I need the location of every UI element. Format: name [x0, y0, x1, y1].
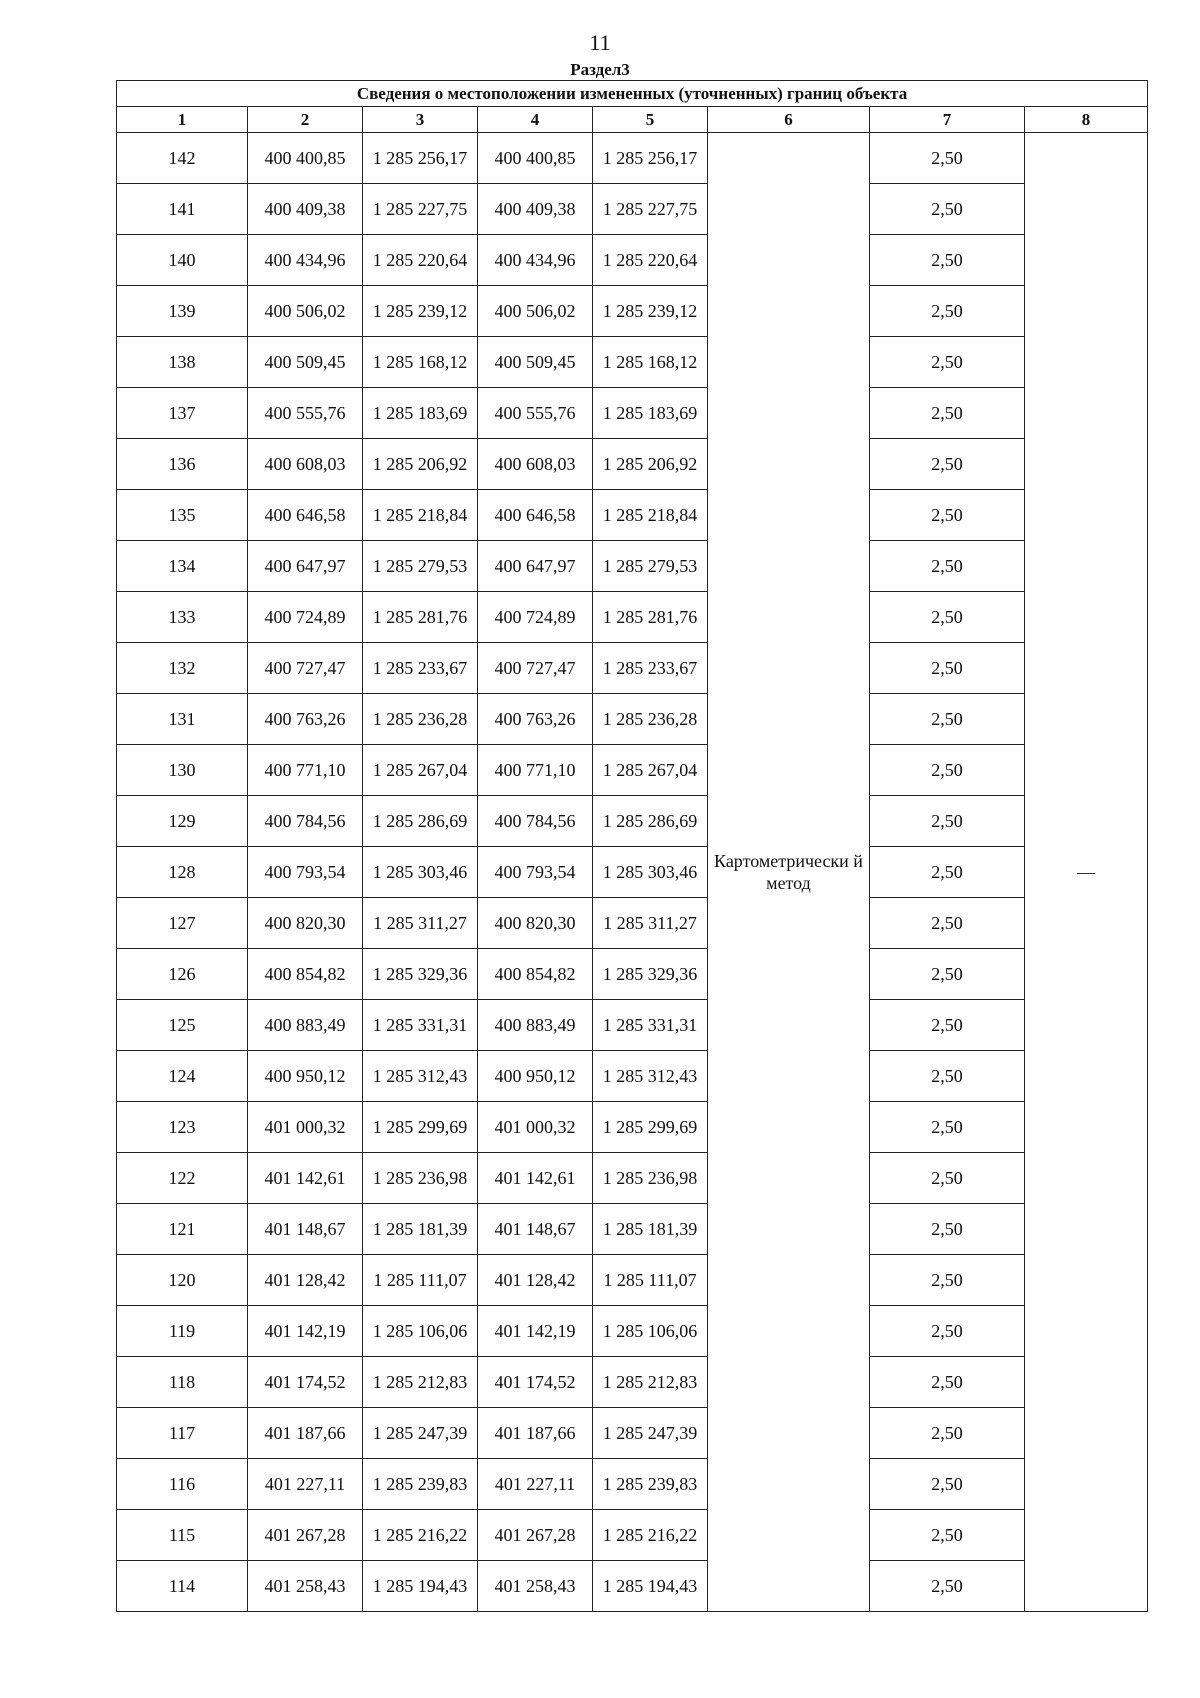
point-number-cell: 115	[117, 1510, 248, 1561]
point-number-cell: 122	[117, 1153, 248, 1204]
point-number-cell: 141	[117, 184, 248, 235]
x-existing-cell: 400 506,02	[248, 286, 363, 337]
x-updated-cell: 400 883,49	[478, 1000, 593, 1051]
accuracy-cell: 2,50	[870, 1408, 1025, 1459]
x-updated-cell: 401 267,28	[478, 1510, 593, 1561]
accuracy-cell: 2,50	[870, 592, 1025, 643]
y-updated-cell: 1 285 220,64	[593, 235, 708, 286]
accuracy-cell: 2,50	[870, 184, 1025, 235]
x-updated-cell: 401 000,32	[478, 1102, 593, 1153]
x-existing-cell: 401 148,67	[248, 1204, 363, 1255]
table-row	[117, 1153, 1148, 1204]
y-updated-cell: 1 285 236,28	[593, 694, 708, 745]
table-body	[117, 133, 1148, 1612]
y-existing-cell: 1 285 299,69	[363, 1102, 478, 1153]
y-updated-cell: 1 285 267,04	[593, 745, 708, 796]
table-row	[117, 490, 1148, 541]
point-number-cell: 116	[117, 1459, 248, 1510]
x-existing-cell: 400 883,49	[248, 1000, 363, 1051]
table-row	[117, 1000, 1148, 1051]
y-updated-cell: 1 285 331,31	[593, 1000, 708, 1051]
accuracy-cell: 2,50	[870, 1357, 1025, 1408]
x-updated-cell: 400 506,02	[478, 286, 593, 337]
y-updated-cell: 1 285 329,36	[593, 949, 708, 1000]
y-existing-cell: 1 285 212,83	[363, 1357, 478, 1408]
x-updated-cell: 401 174,52	[478, 1357, 593, 1408]
page-number: 11	[589, 30, 611, 55]
point-number-cell: 124	[117, 1051, 248, 1102]
y-updated-cell: 1 285 239,83	[593, 1459, 708, 1510]
y-updated-cell: 1 285 181,39	[593, 1204, 708, 1255]
table-row	[117, 1459, 1148, 1510]
x-updated-cell: 400 854,82	[478, 949, 593, 1000]
y-existing-cell: 1 285 111,07	[363, 1255, 478, 1306]
point-number-cell: 140	[117, 235, 248, 286]
table-row	[117, 1306, 1148, 1357]
x-updated-cell: 400 647,97	[478, 541, 593, 592]
x-existing-cell: 400 784,56	[248, 796, 363, 847]
x-existing-cell: 400 793,54	[248, 847, 363, 898]
column-header: 4	[478, 107, 593, 133]
x-existing-cell: 401 227,11	[248, 1459, 363, 1510]
table-row	[117, 1051, 1148, 1102]
y-existing-cell: 1 285 236,98	[363, 1153, 478, 1204]
column-header: 2	[248, 107, 363, 133]
y-updated-cell: 1 285 212,83	[593, 1357, 708, 1408]
y-existing-cell: 1 285 233,67	[363, 643, 478, 694]
column-header-row	[117, 107, 1148, 133]
point-number-cell: 135	[117, 490, 248, 541]
table-row	[117, 1102, 1148, 1153]
accuracy-cell: 2,50	[870, 337, 1025, 388]
column-header: 1	[117, 107, 248, 133]
y-existing-cell: 1 285 329,36	[363, 949, 478, 1000]
point-number-cell: 114	[117, 1561, 248, 1612]
y-existing-cell: 1 285 227,75	[363, 184, 478, 235]
x-updated-cell: 401 227,11	[478, 1459, 593, 1510]
accuracy-cell: 2,50	[870, 1204, 1025, 1255]
accuracy-cell: 2,50	[870, 643, 1025, 694]
y-updated-cell: 1 285 312,43	[593, 1051, 708, 1102]
table-row	[117, 1255, 1148, 1306]
table-row	[117, 643, 1148, 694]
y-existing-cell: 1 285 220,64	[363, 235, 478, 286]
table-row	[117, 1510, 1148, 1561]
x-updated-cell: 400 509,45	[478, 337, 593, 388]
x-existing-cell: 401 142,19	[248, 1306, 363, 1357]
x-updated-cell: 401 258,43	[478, 1561, 593, 1612]
y-updated-cell: 1 285 299,69	[593, 1102, 708, 1153]
x-existing-cell: 400 646,58	[248, 490, 363, 541]
x-updated-cell: 400 763,26	[478, 694, 593, 745]
x-updated-cell: 401 142,19	[478, 1306, 593, 1357]
y-updated-cell: 1 285 247,39	[593, 1408, 708, 1459]
accuracy-cell: 2,50	[870, 694, 1025, 745]
x-existing-cell: 400 727,47	[248, 643, 363, 694]
x-updated-cell: 401 128,42	[478, 1255, 593, 1306]
y-updated-cell: 1 285 206,92	[593, 439, 708, 490]
column-header: 7	[870, 107, 1025, 133]
y-existing-cell: 1 285 331,31	[363, 1000, 478, 1051]
y-existing-cell: 1 285 303,46	[363, 847, 478, 898]
accuracy-cell: 2,50	[870, 796, 1025, 847]
y-updated-cell: 1 285 256,17	[593, 133, 708, 184]
y-existing-cell: 1 285 267,04	[363, 745, 478, 796]
x-existing-cell: 400 771,10	[248, 745, 363, 796]
x-updated-cell: 401 187,66	[478, 1408, 593, 1459]
y-updated-cell: 1 285 239,12	[593, 286, 708, 337]
table-row	[117, 1204, 1148, 1255]
table-row	[117, 388, 1148, 439]
y-updated-cell: 1 285 227,75	[593, 184, 708, 235]
accuracy-cell: 2,50	[870, 235, 1025, 286]
y-existing-cell: 1 285 106,06	[363, 1306, 478, 1357]
x-existing-cell: 401 187,66	[248, 1408, 363, 1459]
point-number-cell: 132	[117, 643, 248, 694]
point-number-cell: 142	[117, 133, 248, 184]
point-number-cell: 118	[117, 1357, 248, 1408]
x-existing-cell: 400 724,89	[248, 592, 363, 643]
point-number-cell: 127	[117, 898, 248, 949]
accuracy-cell: 2,50	[870, 898, 1025, 949]
column-header: 5	[593, 107, 708, 133]
x-existing-cell: 400 434,96	[248, 235, 363, 286]
table-row	[117, 847, 1148, 898]
y-existing-cell: 1 285 286,69	[363, 796, 478, 847]
x-existing-cell: 400 509,45	[248, 337, 363, 388]
x-existing-cell: 400 763,26	[248, 694, 363, 745]
accuracy-cell: 2,50	[870, 1459, 1025, 1510]
point-number-cell: 133	[117, 592, 248, 643]
y-existing-cell: 1 285 279,53	[363, 541, 478, 592]
accuracy-cell: 2,50	[870, 847, 1025, 898]
table-row	[117, 235, 1148, 286]
y-existing-cell: 1 285 183,69	[363, 388, 478, 439]
x-updated-cell: 400 793,54	[478, 847, 593, 898]
y-updated-cell: 1 285 216,22	[593, 1510, 708, 1561]
table-row	[117, 337, 1148, 388]
x-updated-cell: 400 608,03	[478, 439, 593, 490]
x-updated-cell: 400 646,58	[478, 490, 593, 541]
table-row	[117, 592, 1148, 643]
table-row	[117, 1408, 1148, 1459]
table-row	[117, 541, 1148, 592]
y-updated-cell: 1 285 194,43	[593, 1561, 708, 1612]
y-updated-cell: 1 285 281,76	[593, 592, 708, 643]
table-row	[117, 1561, 1148, 1612]
table-row	[117, 745, 1148, 796]
accuracy-cell: 2,50	[870, 1510, 1025, 1561]
x-existing-cell: 400 854,82	[248, 949, 363, 1000]
accuracy-cell: 2,50	[870, 388, 1025, 439]
accuracy-cell: 2,50	[870, 439, 1025, 490]
table-row	[117, 439, 1148, 490]
point-number-cell: 126	[117, 949, 248, 1000]
table-row	[117, 286, 1148, 337]
x-existing-cell: 400 820,30	[248, 898, 363, 949]
x-existing-cell: 401 142,61	[248, 1153, 363, 1204]
accuracy-cell: 2,50	[870, 286, 1025, 337]
x-updated-cell: 400 771,10	[478, 745, 593, 796]
accuracy-cell: 2,50	[870, 541, 1025, 592]
y-existing-cell: 1 285 239,12	[363, 286, 478, 337]
accuracy-cell: 2,50	[870, 1255, 1025, 1306]
point-number-cell: 137	[117, 388, 248, 439]
y-existing-cell: 1 285 281,76	[363, 592, 478, 643]
x-updated-cell: 400 784,56	[478, 796, 593, 847]
column-header: 8	[1025, 107, 1148, 133]
x-updated-cell: 401 142,61	[478, 1153, 593, 1204]
table-row	[117, 1357, 1148, 1408]
x-existing-cell: 401 000,32	[248, 1102, 363, 1153]
accuracy-cell: 2,50	[870, 1561, 1025, 1612]
column-header: 6	[708, 107, 870, 133]
x-existing-cell: 401 128,42	[248, 1255, 363, 1306]
y-updated-cell: 1 285 111,07	[593, 1255, 708, 1306]
accuracy-cell: 2,50	[870, 133, 1025, 184]
accuracy-cell: 2,50	[870, 745, 1025, 796]
table-row	[117, 184, 1148, 235]
x-updated-cell: 400 724,89	[478, 592, 593, 643]
y-updated-cell: 1 285 233,67	[593, 643, 708, 694]
point-number-cell: 123	[117, 1102, 248, 1153]
accuracy-cell: 2,50	[870, 949, 1025, 1000]
y-updated-cell: 1 285 236,98	[593, 1153, 708, 1204]
x-existing-cell: 401 258,43	[248, 1561, 363, 1612]
y-updated-cell: 1 285 106,06	[593, 1306, 708, 1357]
y-updated-cell: 1 285 279,53	[593, 541, 708, 592]
x-updated-cell: 400 400,85	[478, 133, 593, 184]
table-row	[117, 133, 1148, 184]
point-number-cell: 128	[117, 847, 248, 898]
y-updated-cell: 1 285 218,84	[593, 490, 708, 541]
y-existing-cell: 1 285 218,84	[363, 490, 478, 541]
x-existing-cell: 400 608,03	[248, 439, 363, 490]
y-existing-cell: 1 285 194,43	[363, 1561, 478, 1612]
x-updated-cell: 400 434,96	[478, 235, 593, 286]
y-existing-cell: 1 285 206,92	[363, 439, 478, 490]
x-updated-cell: 400 727,47	[478, 643, 593, 694]
y-existing-cell: 1 285 312,43	[363, 1051, 478, 1102]
point-number-cell: 120	[117, 1255, 248, 1306]
x-updated-cell: 400 555,76	[478, 388, 593, 439]
point-number-cell: 117	[117, 1408, 248, 1459]
y-existing-cell: 1 285 311,27	[363, 898, 478, 949]
x-existing-cell: 400 950,12	[248, 1051, 363, 1102]
point-number-cell: 129	[117, 796, 248, 847]
point-number-cell: 131	[117, 694, 248, 745]
table-caption: Сведения о местоположении измененных (уточненных) границ объекта	[117, 81, 1148, 107]
y-existing-cell: 1 285 216,22	[363, 1510, 478, 1561]
x-updated-cell: 400 820,30	[478, 898, 593, 949]
table-row	[117, 949, 1148, 1000]
table-row	[117, 898, 1148, 949]
y-existing-cell: 1 285 236,28	[363, 694, 478, 745]
accuracy-cell: 2,50	[870, 490, 1025, 541]
y-existing-cell: 1 285 239,83	[363, 1459, 478, 1510]
x-updated-cell: 401 148,67	[478, 1204, 593, 1255]
accuracy-cell: 2,50	[870, 1153, 1025, 1204]
y-updated-cell: 1 285 168,12	[593, 337, 708, 388]
point-number-cell: 136	[117, 439, 248, 490]
point-number-cell: 134	[117, 541, 248, 592]
y-existing-cell: 1 285 247,39	[363, 1408, 478, 1459]
y-updated-cell: 1 285 311,27	[593, 898, 708, 949]
y-updated-cell: 1 285 303,46	[593, 847, 708, 898]
table-row	[117, 796, 1148, 847]
y-updated-cell: 1 285 183,69	[593, 388, 708, 439]
y-existing-cell: 1 285 256,17	[363, 133, 478, 184]
point-number-cell: 119	[117, 1306, 248, 1357]
accuracy-cell: 2,50	[870, 1306, 1025, 1357]
accuracy-cell: 2,50	[870, 1102, 1025, 1153]
point-number-cell: 139	[117, 286, 248, 337]
column-header: 3	[363, 107, 478, 133]
point-number-cell: 130	[117, 745, 248, 796]
x-existing-cell: 400 409,38	[248, 184, 363, 235]
accuracy-cell: 2,50	[870, 1000, 1025, 1051]
x-updated-cell: 400 950,12	[478, 1051, 593, 1102]
method-cell: Картометрически й метод	[708, 133, 870, 1612]
point-number-cell: 138	[117, 337, 248, 388]
y-existing-cell: 1 285 181,39	[363, 1204, 478, 1255]
x-existing-cell: 401 174,52	[248, 1357, 363, 1408]
x-existing-cell: 400 647,97	[248, 541, 363, 592]
accuracy-cell: 2,50	[870, 1051, 1025, 1102]
boundary-coordinates-table	[116, 80, 1148, 1612]
x-existing-cell: 401 267,28	[248, 1510, 363, 1561]
y-existing-cell: 1 285 168,12	[363, 337, 478, 388]
point-number-cell: 125	[117, 1000, 248, 1051]
x-existing-cell: 400 555,76	[248, 388, 363, 439]
x-existing-cell: 400 400,85	[248, 133, 363, 184]
table-row	[117, 694, 1148, 745]
point-number-cell: 121	[117, 1204, 248, 1255]
y-updated-cell: 1 285 286,69	[593, 796, 708, 847]
x-updated-cell: 400 409,38	[478, 184, 593, 235]
section-title: Раздел3	[570, 60, 630, 79]
note-cell: —	[1025, 133, 1148, 1612]
